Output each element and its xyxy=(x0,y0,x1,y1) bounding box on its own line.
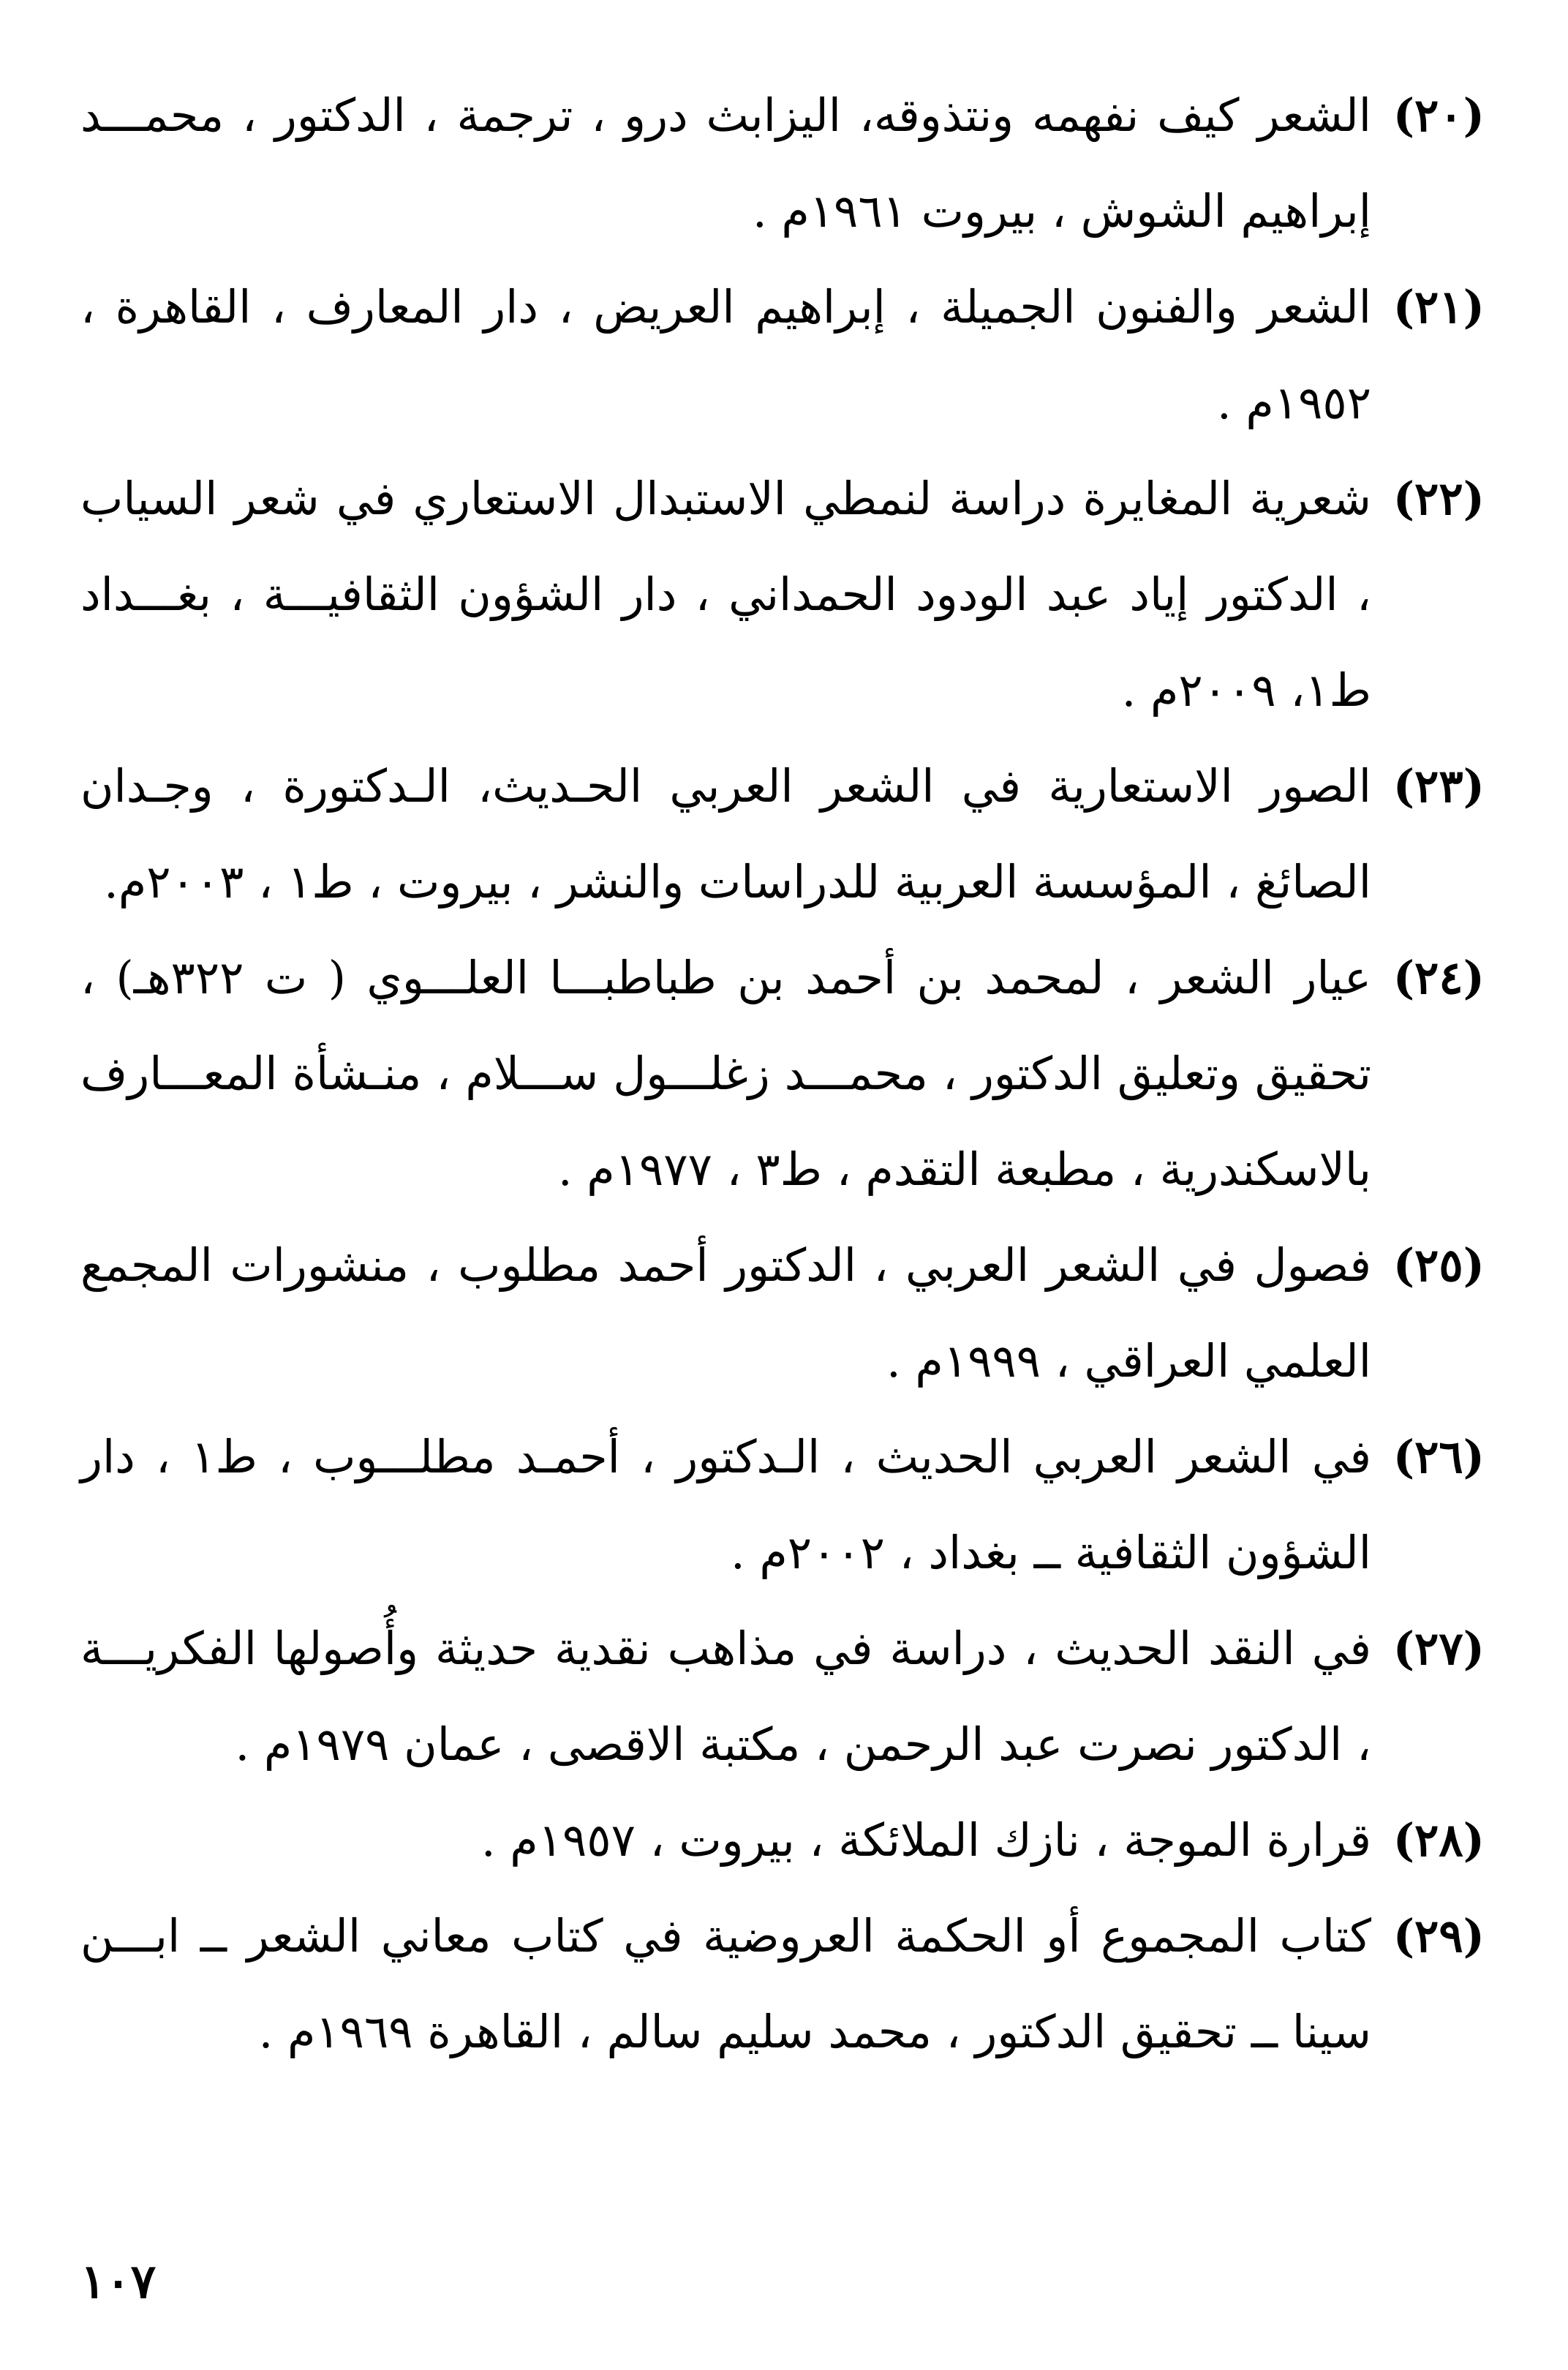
reference-number: (٢٠) xyxy=(1392,89,1485,142)
reference-entry-27 xyxy=(80,1600,1485,1792)
reference-text: الشعر والفنون الجميلة ، إبراهيم العريض ، دار المعارف ، القاهرة ، ١٩٥٢م . xyxy=(80,280,1371,429)
reference-entry-29 xyxy=(80,1888,1485,2080)
reference-entry-25 xyxy=(80,1217,1485,1409)
reference-entry-24 xyxy=(80,930,1485,1217)
reference-text: عيار الشعر ، لمحمد بن أحمد بن طباطبـــا العلـــوي ( ت ٣٢٢هـ) ، تحقيق وتعليق الدكتور ، محمـــد زغلـــول ســـلام ، منـشأة المعـــارف بالاسكندرية ، مطبعة التقدم ، ط٣ ، ١٩٧٧م . xyxy=(80,951,1371,1196)
reference-text: قرارة الموجة ، نازك الملائكة ، بيروت ، ١٩٥٧م . xyxy=(480,1813,1371,1867)
reference-text: الصور الاستعارية في الشعر العربي الحـديث، الـدكتورة ، وجـدان الصائغ ، المؤسسة العربية للدراسات والنشر ، بيروت ، ط١ ، ٢٠٠٣م. xyxy=(80,759,1371,908)
reference-number: (٢١) xyxy=(1392,280,1485,334)
reference-entry-21 xyxy=(80,259,1485,451)
reference-text: فصول في الشعر العربي ، الدكتور أحمد مطلوب ، منشورات المجمع العلمي العراقي ، ١٩٩٩م . xyxy=(80,1238,1371,1388)
reference-number: (٢٥) xyxy=(1392,1238,1485,1292)
reference-number: (٢٤) xyxy=(1392,951,1485,1004)
reference-text: كتاب المجموع أو الحكمة العروضية في كتاب معاني الشعر ــ ابـــن سينا ــ تحقيق الدكتور ، محمد سليم سالم ، القاهرة ١٩٦٩م . xyxy=(80,1909,1371,2058)
reference-text: في النقد الحديث ، دراسة في مذاهب نقدية حديثة وأُصولها الفكريـــة ، الدكتور نصرت عبد الرحمن ، مكتبة الاقصى ، عمان ١٩٧٩م . xyxy=(80,1622,1371,1771)
reference-entry-28 xyxy=(80,1792,1485,1888)
reference-number: (٢٩) xyxy=(1392,1909,1485,1963)
reference-number: (٢٣) xyxy=(1392,759,1485,813)
reference-number: (٢٧) xyxy=(1392,1622,1485,1675)
page-number: ١٠٧ xyxy=(80,2254,157,2309)
reference-entry-22 xyxy=(80,451,1485,738)
reference-number: (٢٢) xyxy=(1392,472,1485,525)
reference-text: الشعر كيف نفهمه ونتذوقه، اليزابث درو ، ترجمة ، الدكتور ، محمـــد إبراهيم الشوش ، بيروت ١٩٦١م . xyxy=(80,89,1371,238)
reference-entry-20 xyxy=(80,67,1485,259)
references-list xyxy=(80,67,1485,2080)
reference-text: شعرية المغايرة دراسة لنمطي الاستبدال الاستعاري في شعر السياب ، الدكتور إياد عبد الودود الحمداني ، دار الشؤون الثقافيـــة ، بغـــداد ط١، ٢٠٠٩م . xyxy=(80,472,1371,717)
reference-entry-23 xyxy=(80,738,1485,930)
reference-text: في الشعر العربي الحديث ، الـدكتور ، أحمـد مطلـــوب ، ط١ ، دار الشؤون الثقافية ــ بغداد ، ٢٠٠٢م . xyxy=(80,1430,1372,1579)
reference-number: (٢٦) xyxy=(1392,1430,1485,1483)
reference-entry-26 xyxy=(80,1409,1485,1600)
reference-number: (٢٨) xyxy=(1392,1813,1485,1867)
